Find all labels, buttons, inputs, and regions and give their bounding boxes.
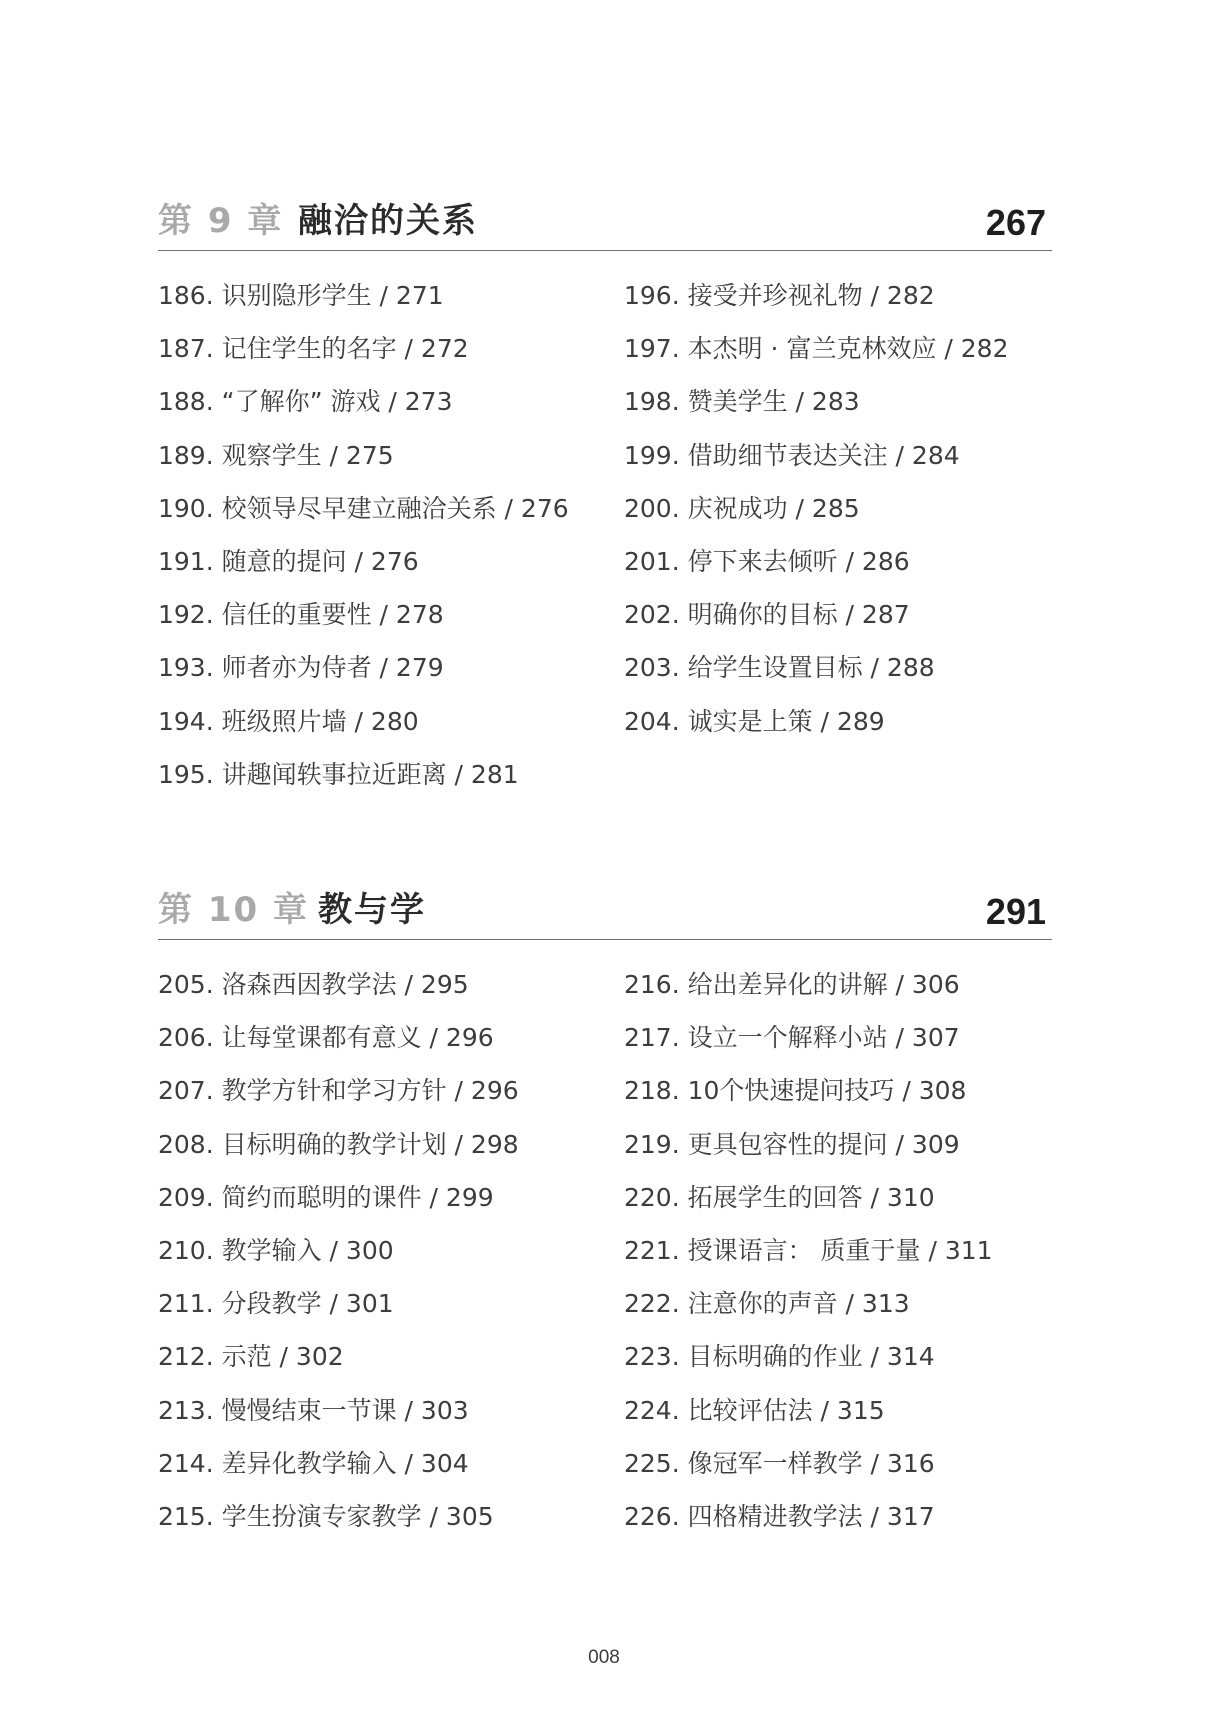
toc-entry: 201. 停下来去倾听 / 286 — [624, 546, 910, 576]
toc-entry: 202. 明确你的目标 / 287 — [624, 600, 910, 630]
toc-entry: 200. 庆祝成功 / 285 — [624, 493, 860, 523]
toc-entry: 207. 教学方针和学习方针 / 296 — [158, 1076, 519, 1106]
toc-entry: 210. 教学输入 / 300 — [158, 1235, 394, 1265]
toc-entry: 216. 给出差异化的讲解 / 306 — [624, 970, 960, 999]
page-number: 008 — [588, 1647, 620, 1668]
chapter-title: 融洽的关系 — [298, 201, 478, 241]
toc-entry: 193. 师者亦为侍者 / 279 — [158, 653, 444, 683]
toc-entry: 221. 授课语言： 质重于量 / 311 — [624, 1235, 993, 1265]
toc-column-left — [158, 281, 569, 813]
toc-entry: 225. 像冠军一样教学 / 316 — [624, 1448, 935, 1478]
toc-entry: 209. 简约而聪明的课件 / 299 — [158, 1182, 494, 1212]
toc-entry: 195. 讲趣闻轶事拉近距离 / 281 — [158, 759, 519, 789]
toc-entry: 223. 目标明确的作业 / 314 — [624, 1342, 935, 1372]
toc-column-right — [624, 970, 993, 1555]
toc-entry: 218. 10个快速提问技巧 / 308 — [624, 1076, 967, 1106]
toc-entry: 204. 诚实是上策 / 289 — [624, 706, 885, 736]
chapter-page-number: 291 — [985, 891, 1046, 932]
toc-entry: 198. 赞美学生 / 283 — [624, 387, 860, 417]
chapter-page-number: 267 — [985, 202, 1046, 243]
toc-entry: 224. 比较评估法 / 315 — [624, 1395, 885, 1425]
toc-entry: 220. 拓展学生的回答 / 310 — [624, 1182, 935, 1212]
toc-entry: 196. 接受并珍视礼物 / 282 — [624, 281, 935, 310]
toc-entry: 226. 四格精进教学法 / 317 — [624, 1501, 935, 1531]
chapter-title: 教与学 — [318, 890, 426, 930]
toc-entry: 199. 借助细节表达关注 / 284 — [624, 440, 960, 470]
toc-entry: 186. 识别隐形学生 / 271 — [158, 281, 444, 310]
toc-entry: 211. 分段教学 / 301 — [158, 1289, 394, 1319]
toc-entry: 213. 慢慢结束一节课 / 303 — [158, 1395, 469, 1425]
chapter-number: 第 10 章 — [158, 890, 309, 930]
toc-entry: 203. 给学生设置目标 / 288 — [624, 653, 935, 683]
toc-column-left — [158, 970, 519, 1555]
toc-entry: 189. 观察学生 / 275 — [158, 440, 394, 470]
toc-entry: 192. 信任的重要性 / 278 — [158, 600, 444, 630]
chapter-section-10 — [158, 885, 1052, 1531]
chapter-header — [158, 196, 1052, 251]
chapter-header — [158, 885, 1052, 940]
toc-entry: 197. 本杰明 · 富兰克林效应 / 282 — [624, 334, 1009, 364]
toc-entries — [158, 281, 1052, 821]
toc-entry: 187. 记住学生的名字 / 272 — [158, 334, 469, 364]
toc-entry: 188. “了解你” 游戏 / 273 — [158, 387, 453, 417]
toc-entry: 208. 目标明确的教学计划 / 298 — [158, 1129, 519, 1159]
toc-entry: 222. 注意你的声音 / 313 — [624, 1289, 910, 1319]
chapter-section-9 — [158, 196, 1052, 821]
toc-entry: 194. 班级照片墙 / 280 — [158, 706, 419, 736]
toc-entry: 205. 洛森西因教学法 / 295 — [158, 970, 469, 999]
toc-entry: 217. 设立一个解释小站 / 307 — [624, 1023, 960, 1053]
toc-entry: 190. 校领导尽早建立融洽关系 / 276 — [158, 493, 569, 523]
toc-entry: 212. 示范 / 302 — [158, 1342, 344, 1372]
toc-entry: 215. 学生扮演专家教学 / 305 — [158, 1501, 494, 1531]
toc-entry: 219. 更具包容性的提问 / 309 — [624, 1129, 960, 1159]
toc-entry: 214. 差异化教学输入 / 304 — [158, 1448, 469, 1478]
toc-column-right — [624, 281, 1009, 760]
chapter-number: 第 9 章 — [158, 201, 284, 241]
toc-entry: 191. 随意的提问 / 276 — [158, 546, 419, 576]
toc-entry: 206. 让每堂课都有意义 / 296 — [158, 1023, 494, 1053]
toc-entries — [158, 970, 1052, 1531]
